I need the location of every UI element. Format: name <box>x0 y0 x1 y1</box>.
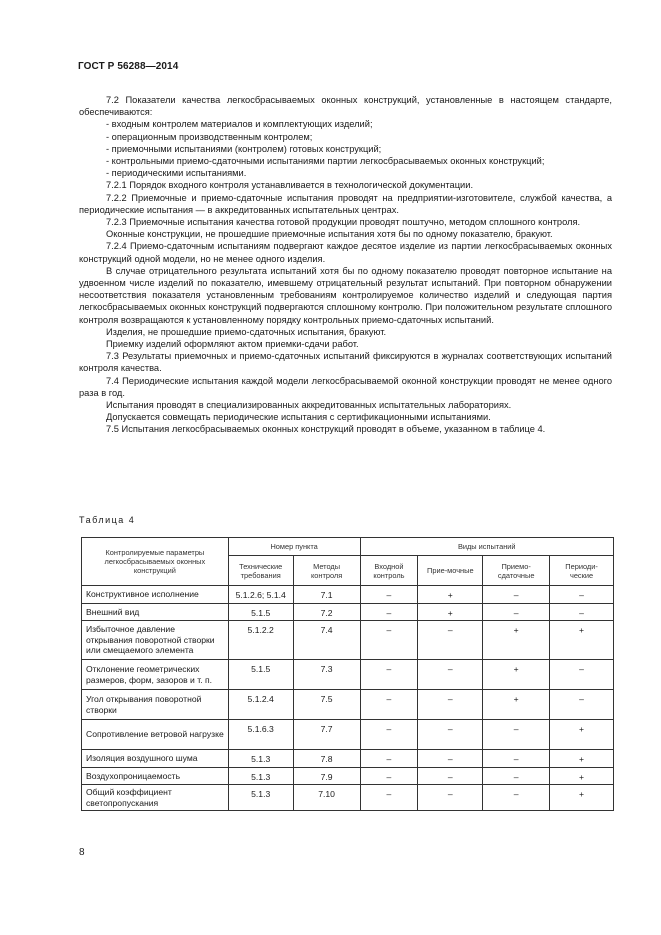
tech-req-cell: 5.1.6.3 <box>228 720 293 750</box>
param-name-cell: Изоляция воздушного шума <box>82 750 229 768</box>
paragraph: 7.2.1 Порядок входного контроля устанавливается в технологической документации. <box>106 180 474 191</box>
periodic-cell: + <box>550 720 614 750</box>
method-cell: 7.2 <box>293 603 360 621</box>
tech-req-cell: 5.1.3 <box>228 767 293 785</box>
param-name-cell: Внешний вид <box>82 603 229 621</box>
paragraph: 7.2.4 Приемо-сдаточным испытаниям подвергают каждое десятое изделие из партии легкосбрасываемых оконных конструкций одной модели, но не менее одного изделия. <box>79 241 612 264</box>
incoming-cell: – <box>360 586 418 604</box>
acceptance-cell: – <box>418 767 483 785</box>
paragraph: 7.2.3 Приемочные испытания качества готовой продукции проводят поштучно, методом сплошного контроля. <box>106 217 581 228</box>
acceptance-cell: – <box>418 720 483 750</box>
param-name-cell: Сопротивление ветровой нагрузке <box>82 720 229 750</box>
paragraph: Изделия, не прошедшие приемо-сдаточных испытания, бракуют. <box>106 326 387 337</box>
tech-req-cell: 5.1.5 <box>228 603 293 621</box>
method-cell: 7.1 <box>293 586 360 604</box>
list-item: - приемочными испытаниями (контролем) готовых конструкций; <box>106 143 382 154</box>
header-acceptance: Прие-мочные <box>418 556 483 586</box>
method-cell: 7.9 <box>293 767 360 785</box>
acceptance-cell: – <box>418 785 483 811</box>
table-caption: Таблица 4 <box>79 515 136 525</box>
paragraph: 7.3 Результаты приемочных и приемо-сдаточных испытаний фиксируются в журналах соответствующих испытаний контроля качества. <box>79 351 612 374</box>
incoming-cell: – <box>360 690 418 720</box>
table-body <box>82 586 614 811</box>
table-row <box>82 586 614 604</box>
periodic-cell: + <box>550 767 614 785</box>
periodic-cell: – <box>550 660 614 690</box>
method-cell: 7.10 <box>293 785 360 811</box>
header-incoming: Входной контроль <box>360 556 418 586</box>
periodic-cell: + <box>550 750 614 768</box>
method-cell: 7.4 <box>293 621 360 660</box>
list-item: - контрольными приемо-сдаточными испытаниями партии легкосбрасываемых оконных конструкций; <box>106 156 545 167</box>
tech-req-cell: 5.1.5 <box>228 660 293 690</box>
header-methods: Методы контроля <box>293 556 360 586</box>
header-tech-req: Технические требования <box>228 556 293 586</box>
paragraph: 7.2 Показатели качества легкосбрасываемых оконных конструкций, установленные в настоящем стандарте, обеспечиваются: <box>79 95 612 118</box>
method-cell: 7.5 <box>293 690 360 720</box>
periodic-cell: + <box>550 785 614 811</box>
table-row <box>82 750 614 768</box>
acceptance-cell: + <box>418 603 483 621</box>
table-row <box>82 767 614 785</box>
delivery-cell: + <box>483 660 550 690</box>
table-row <box>82 720 614 750</box>
param-name-cell: Избыточное давление открывания поворотной створки или смещаемого элемента <box>82 621 229 660</box>
document-header: ГОСТ Р 56288—2014 <box>78 61 179 72</box>
delivery-cell: – <box>483 767 550 785</box>
acceptance-cell: – <box>418 750 483 768</box>
incoming-cell: – <box>360 767 418 785</box>
table-row <box>82 621 614 660</box>
method-cell: 7.3 <box>293 660 360 690</box>
tech-req-cell: 5.1.3 <box>228 750 293 768</box>
tech-req-cell: 5.1.2.4 <box>228 690 293 720</box>
param-name-cell: Воздухопроницаемость <box>82 767 229 785</box>
paragraph: 7.2.2 Приемочные и приемо-сдаточные испытания проводят на предприятии-изготовителе, службой качества, а периодические испытания — в аккредитованных испытательных центрах. <box>79 192 612 215</box>
delivery-cell: – <box>483 586 550 604</box>
paragraph: В случае отрицательного результата испытаний хотя бы по одному показателю проводят повторное испытание на удвоенном числе изделий по показателю, имевшему отрицательный результат испытаний. При повторном обнаружении несоответствия показателя установленным требованиям контролируемое количество изделий и следующая партия легкосбрасываемых оконных конструкций подвергаются сплошному контролю. При положительном результате сплошного контроля возвращаются к установленному порядку контрольных приемо-сдаточных испытаний. <box>79 265 612 325</box>
method-cell: 7.7 <box>293 720 360 750</box>
periodic-cell: – <box>550 690 614 720</box>
delivery-cell: + <box>483 621 550 660</box>
param-name-cell: Угол открывания поворотной створки <box>82 690 229 720</box>
acceptance-cell: – <box>418 660 483 690</box>
table-row <box>82 603 614 621</box>
page-number: 8 <box>79 847 85 858</box>
acceptance-cell: + <box>418 586 483 604</box>
table-row <box>82 690 614 720</box>
method-cell: 7.8 <box>293 750 360 768</box>
tech-req-cell: 5.1.2.6; 5.1.4 <box>228 586 293 604</box>
list-item: - входным контролем материалов и комплектующих изделий; <box>106 119 373 130</box>
paragraph: Оконные конструкции, не прошедшие приемочные испытания хотя бы по одному показателю, бракуют. <box>106 229 553 240</box>
header-periodic: Периоди-ческие <box>550 556 614 586</box>
header-delivery: Приемо-сдаточные <box>483 556 550 586</box>
param-name-cell: Общий коэффициент светопропускания <box>82 785 229 811</box>
acceptance-cell: – <box>418 690 483 720</box>
header-param: Контролируемые параметры легкосбрасываемых оконных конструкций <box>82 538 229 586</box>
requirements-table <box>81 537 614 811</box>
delivery-cell: – <box>483 603 550 621</box>
param-name-cell: Отклонение геометрических размеров, форм, зазоров и т. п. <box>82 660 229 690</box>
delivery-cell: – <box>483 720 550 750</box>
paragraph: Испытания проводят в специализированных аккредитованных испытательных лабораториях. <box>106 400 512 411</box>
paragraph: Допускается совмещать периодические испытания с сертификационными испытаниями. <box>106 412 491 423</box>
header-tests-group: Виды испытаний <box>360 538 614 556</box>
tech-req-cell: 5.1.3 <box>228 785 293 811</box>
list-item: - операционным производственным контролем; <box>106 131 313 142</box>
incoming-cell: – <box>360 750 418 768</box>
paragraph: Приемку изделий оформляют актом приемки-сдачи работ. <box>106 339 359 350</box>
tech-req-cell: 5.1.2.2 <box>228 621 293 660</box>
incoming-cell: – <box>360 720 418 750</box>
paragraph: 7.5 Испытания легкосбрасываемых оконных конструкций проводят в объеме, указанном в таблице 4. <box>106 424 546 435</box>
delivery-cell: + <box>483 690 550 720</box>
table-row <box>82 785 614 811</box>
list-item: - периодическими испытаниями. <box>106 168 247 179</box>
incoming-cell: – <box>360 785 418 811</box>
periodic-cell: + <box>550 621 614 660</box>
periodic-cell: – <box>550 586 614 604</box>
header-item-group: Номер пункта <box>228 538 360 556</box>
param-name-cell: Конструктивное исполнение <box>82 586 229 604</box>
incoming-cell: – <box>360 621 418 660</box>
delivery-cell: – <box>483 750 550 768</box>
periodic-cell: – <box>550 603 614 621</box>
table-row <box>82 660 614 690</box>
acceptance-cell: – <box>418 621 483 660</box>
delivery-cell: – <box>483 785 550 811</box>
body-text <box>79 94 612 436</box>
incoming-cell: – <box>360 603 418 621</box>
incoming-cell: – <box>360 660 418 690</box>
paragraph: 7.4 Периодические испытания каждой модели легкосбрасываемой оконной конструкции проводят не менее одного раза в год. <box>79 375 612 398</box>
